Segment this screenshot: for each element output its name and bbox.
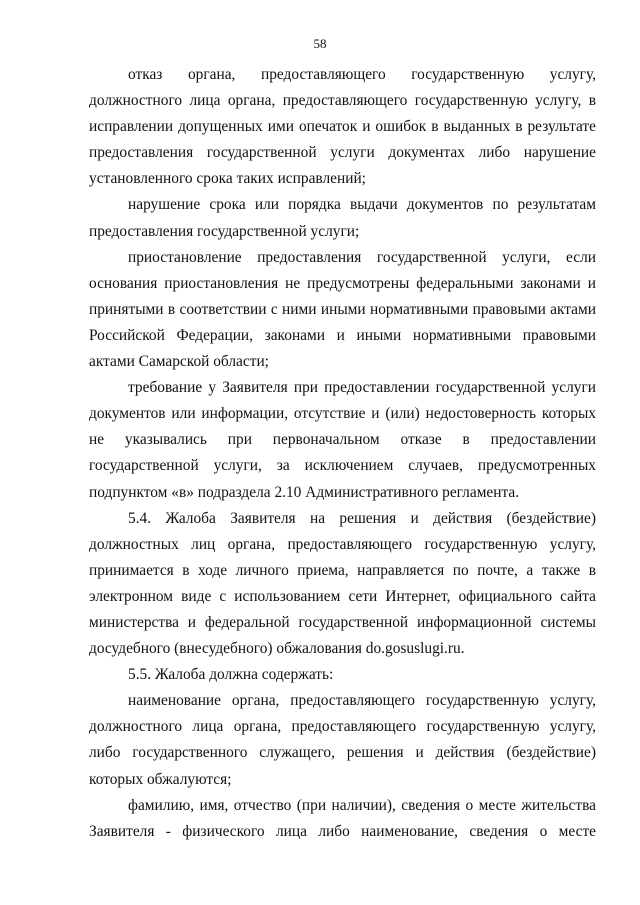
paragraph-applicant-details: фамилию, имя, отчество (при наличии), сведения о месте жительства Заявителя - физического лица либо наименование, сведения о месте xyxy=(89,796,596,840)
paragraph-violation-of-issuance-terms: нарушение срока или порядка выдачи документов по результатам предоставления государственной услуги; xyxy=(89,196,596,240)
paragraph-authority-name: наименование органа, предоставляющего государственную услугу, должностного лица органа, предоставляющего государственную услугу, либо государственного служащего, решения и действия (бездействие) которых обжалуются; xyxy=(89,692,596,788)
paragraph-section-5-4: 5.4. Жалоба Заявителя на решения и действия (бездействие) должностных лиц органа, предоставляющего государственную услугу, принимается в ходе личного приема, направляется по почте, а также в электронном виде с использованием сети Интернет, официального сайта министерства и федеральной государственной информационной системы досудебного (внесудебного) обжалования do.gosuslugi.ru. xyxy=(89,509,596,658)
paragraph-section-5-5: 5.5. Жалоба должна содержать: xyxy=(128,666,334,684)
paragraph-refusal-to-correct-errors: отказ органа, предоставляющего государственную услугу, должностного лица органа, предоставляющего государственную услугу, в исправлении допущенных ими опечаток и ошибок в выданных в результате предоставления государственной услуги документах либо нарушение установленного срока таких исправлений; xyxy=(89,66,596,188)
paragraph-suspension-of-service: приостановление предоставления государственной услуги, если основания приостановления не предусмотрены федеральными законами и принятыми в соответствии с ними иными нормативными правовыми актами Российской Федерации, законами и иными нормативными правовыми актами Самарской области; xyxy=(89,248,596,371)
paragraph-document-requirement: требование у Заявителя при предоставлении государственной услуги документов или информации, отсутствие и (или) недостоверность которых не указывались при первоначальном отказе в предоставлении государственной услуги, за исключением случаев, предусмотренных подпунктом «в» подраздела 2.10 Административного регламента. xyxy=(89,379,596,501)
page-number: 58 xyxy=(313,36,327,51)
document-body xyxy=(89,62,596,845)
